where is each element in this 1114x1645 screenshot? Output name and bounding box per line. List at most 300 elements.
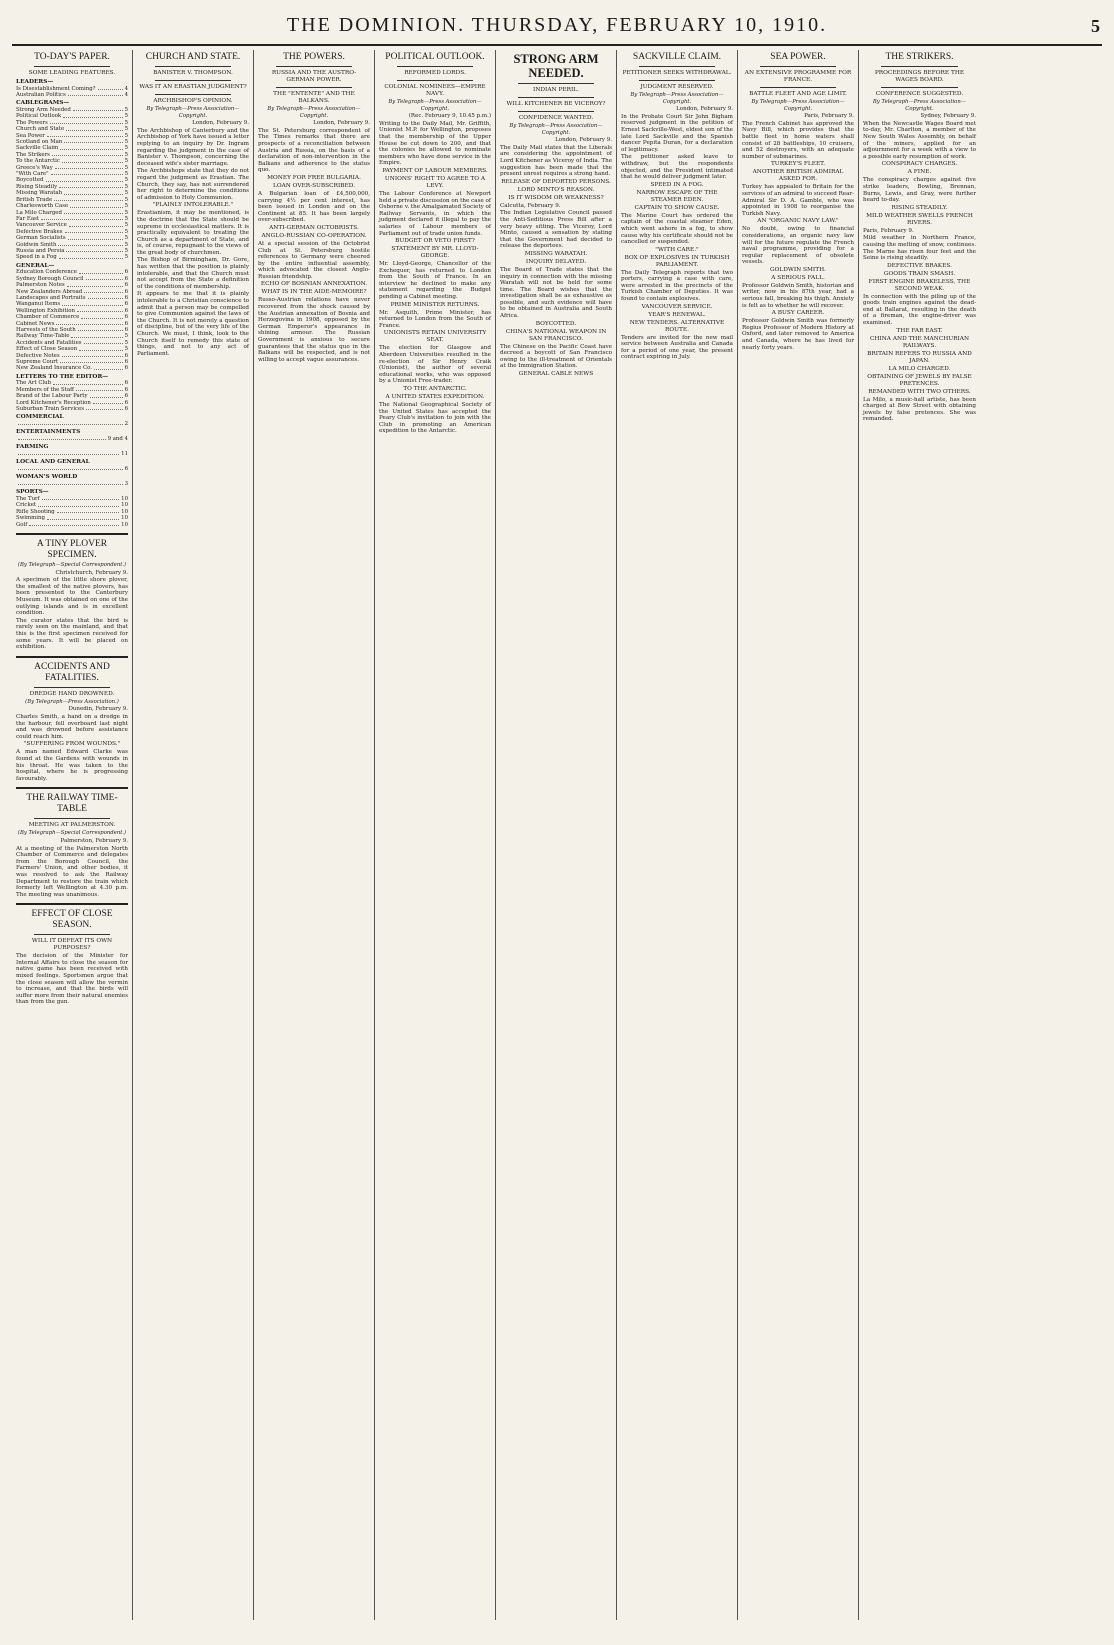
toc-entry	[16, 254, 128, 260]
paragraph: Professor Goldwin Smith, historian and writer, now in his 87th year, had a serious fall, breaking his thigh. Anxiety is felt as to whether he will recover.	[742, 282, 854, 309]
toc-entry-label: Cabinet News	[16, 320, 55, 327]
toc-entry-page: 6	[124, 288, 128, 295]
paragraph: The Bishop of Birmingham, Dr. Gore, has written that the position is plainly intolerable, and that the Church must not accept from the State a definition of the conditions of membership.	[137, 257, 249, 290]
toc-entry-label: Golf	[16, 521, 28, 528]
article	[863, 52, 976, 423]
toc-entry-label: Effect of Close Season	[16, 346, 78, 353]
toc-entry-label: Scotland on Man	[16, 139, 63, 146]
toc-leader	[62, 301, 122, 305]
toc-section: WOMAN'S WORLD	[16, 474, 78, 481]
columns-container	[12, 50, 1102, 1620]
article-divider	[16, 533, 128, 535]
subheadline: PROCEEDINGS BEFORE THE WAGES BOARD.	[874, 70, 965, 83]
subhead-rule	[276, 87, 352, 88]
toc-entry-label: Swimming	[16, 515, 45, 522]
toc-entry-label: Strong Arm Needed	[16, 107, 71, 113]
wire-credit: (By Telegraph—Press Association.)	[25, 698, 119, 705]
toc-entry-page: 5	[124, 203, 128, 210]
toc-entry-page: 5	[124, 158, 128, 165]
subheadline: REFORMED LORDS.	[404, 70, 466, 76]
toc-leader	[47, 515, 119, 519]
article	[621, 52, 733, 361]
toc-entry-page: 6	[124, 307, 128, 314]
toc-entry-label: Sydney Borough Council	[16, 275, 84, 282]
toc-leader	[42, 496, 120, 500]
toc-leader	[79, 269, 123, 273]
toc-entry-label: Brand of the Labour Party	[16, 393, 88, 400]
toc-leader	[68, 92, 123, 96]
subheadline: REMANDED WITH TWO OTHERS.	[868, 388, 971, 395]
toc-entry-page: 11	[121, 451, 128, 458]
paragraph: In connection with the piling up of the goods train engines against the dead-end at Ballarat, resulting in the death of a fireman, the engine-driver was examined.	[863, 293, 976, 327]
subheadline: PAYMENT OF LABOUR MEMBERS.	[382, 167, 488, 174]
paragraph: Calcutta, February 9.	[500, 202, 561, 209]
toc-entry-page: 6	[124, 352, 128, 359]
toc-entry	[16, 365, 128, 371]
subheadline: RELEASE OF DEPORTED PERSONS.	[501, 178, 611, 185]
toc-entry-page: 3	[124, 481, 128, 488]
subheadline: WILL KITCHENER BE VICEROY?	[506, 101, 606, 107]
dateline: London, February 9.	[192, 120, 249, 127]
toc-leader	[57, 509, 119, 513]
toc-entry-page: 5	[124, 235, 128, 242]
toc-entry-label: Boycotted	[16, 177, 44, 184]
toc-entry-page: 5	[124, 209, 128, 216]
article	[500, 52, 612, 378]
toc-leader	[58, 242, 122, 246]
wire-credit: By Telegraph—Press Association—Copyright.	[388, 99, 482, 112]
subhead-rule	[881, 66, 958, 67]
toc-entry-page: 10	[121, 496, 128, 503]
subheadline: DEFECTIVE BRAKES.	[887, 262, 952, 269]
toc-entry-page: 6	[124, 327, 128, 333]
column	[738, 50, 859, 1620]
toc-section: LEADERS—	[16, 79, 54, 85]
subheadline: PETITIONER SEEKS WITHDRAWAL.	[622, 70, 732, 76]
dateline: Dunedin, February 9.	[68, 706, 128, 713]
toc-entry-label: Supreme Court	[16, 359, 58, 366]
toc-leader	[18, 436, 106, 440]
subheadline: STATEMENT BY MR. LLOYD-GEORGE.	[391, 246, 479, 260]
toc-section: ENTERTAINMENTS	[16, 429, 81, 436]
subheadline: FIRST ENGINE BRAKELESS, THE SECOND WEAK.	[868, 278, 971, 292]
paragraph: Mr. Asquith, Prime Minister, has returned to London from the South of France.	[379, 309, 491, 329]
paragraph: The conspiracy charges against five strike leaders, Bowling, Brennan, Burns, Lewis, and Gray, were further heard to-day.	[863, 177, 976, 204]
toc-entry-label: The Strikers	[16, 151, 50, 158]
toc-entry-page: 6	[124, 406, 128, 413]
page-number: 5	[1091, 16, 1100, 36]
toc-leader	[59, 184, 122, 188]
subheadline: WAS IT AN ERASTIAN JUDGMENT?	[139, 84, 247, 90]
subheadline: YEAR'S RENEWAL.	[648, 311, 706, 318]
wire-credit: (By Telegraph—Special Correspondent.)	[17, 830, 127, 837]
subheadline: AN EXTENSIVE PROGRAMME FOR FRANCE.	[744, 70, 852, 83]
subhead-rule	[639, 80, 715, 81]
toc-entry-label: Rifle Shooting	[16, 508, 55, 515]
toc-leader	[98, 86, 123, 90]
paragraph: Writing to the Daily Mail, Mr. Griffith, Unionist M.P. for Wellington, proposes that the membership of the Upper House be cut down to 200, and that the colonies be allowed to nominate members who have done service in the Empire.	[379, 120, 491, 167]
subheadline: IS IT WISDOM OR WEAKNESS?	[508, 194, 604, 201]
dateline: London, February 9.	[313, 120, 370, 127]
toc-section: LOCAL AND GENERAL	[16, 459, 90, 466]
toc-entry-page: 6	[124, 282, 128, 289]
subheadline: LORD MINTO'S REASON.	[517, 186, 595, 193]
newspaper-page	[12, 8, 1102, 1623]
paragraph: Russo-Austrian relations have never recovered from the shock caused by the Austrian annexation of Bosnia and Herzegovina in 1908, opposed by the German Emperor's appearance in shining armour. The Russian Government is anxious to secure guarantees that the status quo in the Balkans will be respected, and is not willing to accept vague assurances.	[258, 297, 370, 363]
article	[16, 52, 128, 528]
toc-leader	[47, 133, 123, 137]
toc-entry-page: 5	[124, 241, 128, 248]
toc-entry-page: 5	[124, 215, 128, 222]
subheadline: A FINE.	[907, 169, 932, 176]
toc-entry-label: Palmerston Notes	[16, 282, 65, 289]
toc-entry-page: 6	[124, 466, 128, 473]
toc-leader	[79, 346, 122, 350]
toc-leader	[86, 406, 123, 410]
toc-entry-label: Sackville Claim	[16, 145, 59, 152]
article	[16, 656, 128, 783]
article	[379, 52, 491, 435]
toc-leader	[18, 466, 123, 470]
paragraph: Professor Goldwin Smith was formerly Regius Professor of Modern History at Oxford, and later removed to America and Canada, where he has lived for nearly forty years.	[742, 318, 854, 351]
toc-entry-label: La Milo Charged	[16, 209, 62, 216]
paragraph: The Archbishops state that they do not regard the judgment as Erastian. The Church, they say, has not surrendered her right to determine the conditions of admission to Holy Communion.	[137, 168, 249, 201]
subheadline: LA MILO CHARGED.	[888, 365, 951, 372]
column	[496, 50, 617, 1620]
toc-entry-page: 5	[124, 132, 128, 139]
toc-entry-page: 5	[124, 346, 128, 353]
paragraph: The French Cabinet has approved the Navy Bill, which provides that the battle fleet in home waters shall consist of 28 battleships, 10 cruisers, and 52 destroyers, with an adequate number of submarines.	[742, 120, 854, 160]
wire-credit: (By Telegraph—Special Correspondent.)	[17, 562, 127, 569]
headline: TO-DAY'S PAPER.	[34, 52, 110, 62]
toc-section: GENERAL—	[16, 262, 55, 269]
toc-entry-page: 6	[124, 320, 128, 327]
wire-credit: By Telegraph—Press Association—Copyright.	[267, 106, 361, 119]
headline: EFFECT OF CLOSE SEASON.	[31, 909, 113, 931]
subhead-rule	[34, 687, 110, 688]
subheadline: TURKEY'S FLEET.	[770, 161, 826, 168]
toc-entry-page: 5	[124, 171, 128, 178]
toc-entry-label: Sea Power	[16, 132, 45, 139]
article	[137, 52, 249, 357]
toc-leader	[18, 451, 119, 455]
toc-entry-page: 5	[124, 183, 128, 190]
toc-entry-page: 5	[124, 228, 128, 235]
toc-entry	[16, 522, 128, 528]
headline: THE POWERS.	[283, 52, 345, 62]
subhead-rule	[155, 66, 231, 67]
toc-leader	[71, 333, 122, 337]
subheadline: INDIAN PERIL.	[533, 87, 579, 93]
paragraph: The decision of the Minister for Internal Affairs to close the season for native game has been received with mixed feelings. Sportsmen argue that the close season will allow the vermin to increase, and that the birds will suffer more from their natural enemies than from the gun.	[16, 953, 128, 1006]
subheadline: THE "ENTENTE" AND THE BALKANS.	[273, 91, 355, 104]
toc-entry-page: 5	[124, 139, 128, 146]
subheadline: CONFERENCE SUGGESTED.	[875, 91, 964, 97]
dateline: Sydney, February 9.	[920, 113, 976, 120]
toc-entry-label: Defective Notes	[16, 352, 60, 359]
subheadline: GOLDWIN SMITH.	[769, 266, 826, 273]
paragraph: Mr. Lloyd-George, Chancellor of the Exchequer, has returned to London from the South of France. In an interview he declined to make any statement regarding the Budget pending a Cabinet meeting.	[379, 261, 491, 301]
toc-leader	[60, 145, 122, 149]
toc-entry-page: 10	[121, 502, 128, 509]
paragraph: Tenders are invited for the new mail service between Australia and Canada for a period of one year, the present contract expiring in July.	[621, 334, 733, 361]
column	[859, 50, 980, 1620]
toc-leader	[84, 289, 122, 293]
toc-entry-label: Chamber of Commerce	[16, 314, 80, 321]
toc-entry-label: Harvests of the South	[16, 327, 76, 333]
article	[16, 787, 128, 898]
toc-entry-label: Defective Brakes	[16, 228, 63, 235]
paragraph: Erastianism, it may be mentioned, is the doctrine that the State should be supreme in ecclesiastical matters. It is practically equivalent to treating the Church as a department of State, and is, of course, repugnant to the views of the great body of churchmen.	[137, 210, 249, 256]
subheadline: ECHO OF BOSNIAN ANNEXATION.	[260, 281, 368, 288]
toc-entry-page: 5	[124, 145, 128, 152]
article	[16, 903, 128, 1006]
dateline: London, February 9.	[555, 137, 612, 144]
paragraph: No doubt, owing to financial considerations, an organic navy law will for the future regulate the French naval programme, providing for a regular replacement of obsolete vessels.	[742, 226, 854, 266]
subheadline: WILL IT DEFEAT ITS OWN PURPOSES?	[31, 938, 113, 952]
toc-entry-label: The Powers	[16, 119, 48, 126]
subheadline: JUDGMENT RESERVED.	[640, 84, 714, 90]
subheadline: BOYCOTTED.	[535, 320, 577, 327]
toc-entry	[16, 481, 128, 487]
paragraph: Mild weather in Northern France, causing the melting of snow, continues. The Marne has risen four feet and the Seine is rising steadily.	[863, 235, 976, 262]
toc-entry-page: 10	[121, 508, 128, 515]
toc-leader	[64, 190, 122, 194]
toc-entry-page: 4	[124, 92, 128, 98]
subheadline: CHINA'S NATIONAL WEAPON IN SAN FRANCISCO.	[505, 328, 607, 342]
wire-credit: By Telegraph—Press Association—Copyright.	[146, 106, 240, 119]
paragraph: Paris, February 9.	[863, 227, 914, 234]
subhead-rule	[518, 83, 594, 84]
toc-entry-label: Suburban Train Services	[16, 406, 85, 413]
subheadline: SOME LEADING FEATURES.	[28, 70, 116, 76]
wire-credit: By Telegraph—Press Association—Copyright.	[509, 123, 603, 136]
headline: THE RAILWAY TIME-TABLE	[26, 793, 118, 815]
toc-leader	[65, 229, 123, 233]
toc-leader	[50, 120, 123, 124]
toc-entry-page: 2	[124, 421, 128, 428]
toc-leader	[18, 421, 123, 425]
paragraph: It appears to me that it is plainly intolerable to a Christian conscience to admit that a person may be compelled to give Communion against the laws of the Church. It is not merely a question of discipline, but of the very life of the Church. We must, I think, look to the Church itself to remedy this state of things, and not to any act of Parliament.	[137, 291, 249, 357]
toc-leader	[62, 158, 123, 162]
subhead-rule	[397, 80, 473, 81]
subhead-rule	[397, 66, 473, 67]
subhead-rule	[518, 97, 594, 98]
toc-leader	[54, 197, 122, 201]
headline: POLITICAL OUTLOOK.	[385, 52, 485, 62]
paragraph: In the Probate Court Sir John Bigham reserved judgment in the petition of Ernest Sackville-West, eldest son of the late Lord Sackville and the Spanish dancer Pepita Duran, for a declaration of legitimacy.	[621, 113, 733, 153]
subheadline: BUDGET OR VETO FIRST?	[395, 238, 475, 245]
dateline: (Rec. February 9, 10.45 p.m.)	[408, 113, 491, 120]
toc-entry-label: "With Care"	[16, 171, 49, 178]
toc-entry-label: Charlesworth Case	[16, 203, 69, 210]
subheadline: AN "ORGANIC NAVY LAW."	[757, 218, 839, 225]
paragraph: The petitioner asked leave to withdraw, but the respondents objected, and the President intimated that he would deliver judgment later.	[621, 154, 733, 181]
toc-leader	[94, 365, 123, 369]
subheadline: GENERAL CABLE NEWS	[518, 371, 594, 378]
subheadline: WHAT IS IN THE AIDE-MEMOIRE?	[261, 289, 367, 296]
toc-entry-label: Accidents and Fatalities	[16, 339, 82, 346]
toc-entry-label: Australian Politics	[16, 92, 66, 98]
toc-leader	[86, 276, 123, 280]
subhead-rule	[155, 94, 231, 95]
toc-leader	[73, 107, 123, 111]
toc-entry-page: 6	[124, 301, 128, 308]
dateline: Palmerston, February 9.	[60, 837, 128, 844]
paragraph: Charles Smith, a hand on a dredge in the harbour, fell overboard last night and was drowned before assistance could reach him.	[16, 714, 128, 740]
toc-leader	[60, 359, 123, 363]
toc-entry-label: Lord Kitchener's Reception	[16, 399, 91, 406]
subheadline: BRITAIN REFERS TO RUSSIA AND JAPAN.	[867, 350, 972, 364]
toc-leader	[88, 295, 123, 299]
toc-entry-label: Cricket	[16, 502, 37, 509]
subhead-rule	[34, 818, 110, 819]
toc-section: COMMERCIAL	[16, 414, 64, 421]
toc-entry-label: Education Conference	[16, 269, 77, 276]
toc-leader	[68, 235, 123, 239]
toc-entry-label: German Socialists	[16, 235, 66, 242]
subheadline: BATTLE FLEET AND AGE LIMIT.	[749, 91, 847, 97]
paragraph: The curator states that the bird is rarely seen on the mainland, and that this is the first specimen received for some years. It will be placed on exhibition.	[16, 617, 128, 651]
wire-credit: By Telegraph—Press Association—Copyright.	[630, 92, 724, 105]
toc-entry-page: 5	[124, 247, 128, 254]
subhead-rule	[760, 87, 836, 88]
subheadline: CONSPIRACY CHARGES.	[881, 161, 958, 168]
toc-leader	[62, 353, 123, 357]
subheadline: MILD WEATHER SWELLS FRENCH RIVERS.	[866, 212, 973, 226]
subheadline: "SUFFERING FROM WOUNDS."	[23, 741, 121, 748]
toc-entry-label: Missing Waratah	[16, 190, 63, 197]
article-divider	[16, 903, 128, 905]
toc-entry-page: 6	[124, 294, 128, 301]
toc-entry-page: 5	[124, 177, 128, 184]
toc-entry-page: 6	[124, 359, 128, 366]
dateline: Christchurch, February 9.	[55, 569, 128, 576]
headline: A TINY PLOVER SPECIMEN.	[36, 539, 108, 561]
subheadline: A SERIOUS FALL.	[771, 274, 825, 281]
toc-entry-page: 5	[124, 339, 128, 346]
toc-entry-label: Rising Steadily	[16, 183, 58, 190]
subheadline: "PLAINLY INTOLERABLE."	[152, 202, 234, 209]
toc-entry-page: 6	[124, 365, 128, 372]
headline: SACKVILLE CLAIM.	[632, 52, 722, 62]
toc-leader	[29, 522, 119, 526]
article-divider	[16, 656, 128, 658]
toc-entry-page: 9 and 4	[107, 436, 128, 443]
subheadline: DREDGE HAND DROWNED.	[29, 690, 115, 697]
subheadline: BOX OF EXPLOSIVES IN TURKISH PARLIAMENT.	[624, 254, 730, 268]
subheadline: CHINA AND THE MANCHURIAN RAILWAYS.	[869, 335, 970, 349]
toc-entry	[16, 421, 128, 427]
toc-leader	[64, 210, 123, 214]
toc-entry	[16, 92, 128, 98]
subheadline: MEETING AT PALMERSTON.	[28, 822, 116, 829]
subhead-rule	[34, 934, 110, 935]
subhead-rule	[155, 80, 231, 81]
toc-entry-page: 5	[124, 107, 128, 113]
paragraph: The Chinese on the Pacific Coast have decreed a boycott of San Francisco owing to the ill-treatment of Orientals at the Immigration Station.	[500, 343, 612, 370]
article	[16, 533, 128, 651]
subheadline: CONFIDENCE WANTED.	[518, 115, 594, 121]
subheadline: LOAN OVER-SUBSCRIBED.	[272, 182, 356, 189]
subhead-rule	[276, 66, 352, 67]
subheadline: ARCHBISHOP'S OPINION.	[153, 98, 233, 104]
toc-entry-page: 6	[124, 386, 128, 393]
dateline: London, February 9.	[676, 106, 733, 113]
toc-entry-label: Church and State	[16, 126, 65, 133]
paragraph: The Marine Court has ordered the captain of the coastal steamer Eden, which went ashore in a fog, to show cause why his certificate should not be cancelled or suspended.	[621, 212, 733, 246]
subhead-rule	[518, 111, 594, 112]
subheadline: ANOTHER BRITISH ADMIRAL ASKED FOR.	[752, 169, 844, 183]
toc-entry-page: 6	[124, 399, 128, 406]
toc-entry-label: The Art Club	[16, 380, 52, 387]
paragraph: The Indian Legislative Council passed the Anti-Seditious Press Bill after a very heavy sitting. The Viceroy, Lord Minto, caused a sensation by stating that the Government had decided to release the deportees.	[500, 210, 612, 250]
toc-entry-page: 6	[124, 314, 128, 321]
toc-entry-page: 5	[124, 164, 128, 171]
column	[617, 50, 738, 1620]
toc-leader	[53, 380, 122, 384]
toc-entry-page: 10	[121, 515, 128, 522]
subheadline: BANISTER V. THOMPSON.	[153, 70, 233, 76]
toc-leader	[66, 248, 122, 252]
subheadline: VANCOUVER SERVICE.	[641, 303, 713, 310]
toc-leader	[90, 393, 123, 397]
paragraph: The St. Petersburg correspondent of The Times remarks that there are prospects of a reconciliation between Austria and Russia, on the basis of a declaration of non-intervention in the Balkans and adherence to the status quo.	[258, 127, 370, 174]
toc-entry-label: Greece's Way	[16, 164, 53, 171]
toc-leader	[56, 321, 122, 325]
toc-entry	[16, 436, 128, 442]
toc-entry-label: Members of the Staff	[16, 386, 74, 393]
subheadline: RUSSIA AND THE AUSTRO-GERMAN POWER.	[271, 70, 357, 83]
subheadline: TO THE ANTARCTIC.	[403, 386, 467, 392]
subheadline: MISSING WARATAH.	[524, 250, 588, 257]
subheadline: "WITH CARE."	[655, 246, 699, 253]
subheadline: SPEED IN A FOG.	[650, 181, 704, 188]
toc-leader	[84, 340, 123, 344]
toc-entry-label: Vancouver Service	[16, 222, 67, 229]
toc-leader	[78, 327, 123, 331]
subheadline: NARROW ESCAPE OF THE STEAMER EDEN.	[636, 189, 718, 203]
paragraph: The Archbishop of Canterbury and the Archbishop of York have issued a letter replying to an inquiry by Dr. Ingram regarding the judgment in the case of Banister v. Thompson, concerning the deceased wife's sister marriage.	[137, 127, 249, 167]
toc-leader	[69, 222, 123, 226]
toc-entry-page: 6	[124, 275, 128, 282]
toc-entry-label: British Trade	[16, 196, 53, 203]
subheadline: A UNITED STATES EXPEDITION.	[385, 394, 485, 400]
paragraph: The Labour Conference at Newport held a private discussion on the case of Osborne v. the Amalgamated Society of Railway Servants, in which the judgment declared it illegal to pay the salaries of Labour members of Parliament out of trade union funds.	[379, 190, 491, 237]
toc-entry-label: Speed in a Fog	[16, 254, 57, 261]
subheadline: INQUIRY DELAYED.	[525, 258, 587, 265]
subheadline: NEW TENDERS. ALTERNATIVE ROUTE.	[629, 319, 725, 333]
masthead-title: THE DOMINION. THURSDAY, FEBRUARY 10, 1910.	[286, 14, 828, 36]
subheadline: GOODS TRAIN SMASH.	[883, 270, 956, 277]
toc-entry-label: Landscapes and Portraits	[16, 294, 86, 301]
subhead-rule	[34, 66, 110, 67]
toc-leader	[66, 126, 122, 130]
toc-entry	[16, 406, 128, 412]
toc-leader	[52, 152, 123, 156]
toc-leader	[38, 502, 119, 506]
toc-entry	[16, 451, 128, 457]
paragraph: At a special session of the Octobrist Club at St. Petersburg hostile references to Germany were cheered by the entire influential assembly, which advocated the closest Anglo-Russian friendship.	[258, 240, 370, 280]
toc-leader	[18, 481, 123, 485]
paragraph: At a meeting of the Palmerston North Chamber of Commerce and delegates from the Borough Council, the Farmers' Union, and other bodies, it was resolved to ask the Railway Department to restore the train which formerly left Wellington at 4.30 p.m. The meeting was unanimous.	[16, 845, 128, 898]
subheadline: UNIONS' RIGHT TO AGREE TO A LEVY.	[384, 175, 486, 189]
subheadline: UNIONISTS RETAIN UNIVERSITY SEAT.	[383, 330, 487, 344]
toc-section: LETTERS TO THE EDITOR—	[16, 373, 109, 380]
paragraph: The Daily Mail states that the Liberals are considering the appointment of Lord Kitchener as Viceroy of India. The suggestion has been made that the present unrest requires a strong hand.	[500, 144, 612, 178]
subhead-rule	[639, 66, 715, 67]
toc-entry-page: 5	[124, 333, 128, 340]
